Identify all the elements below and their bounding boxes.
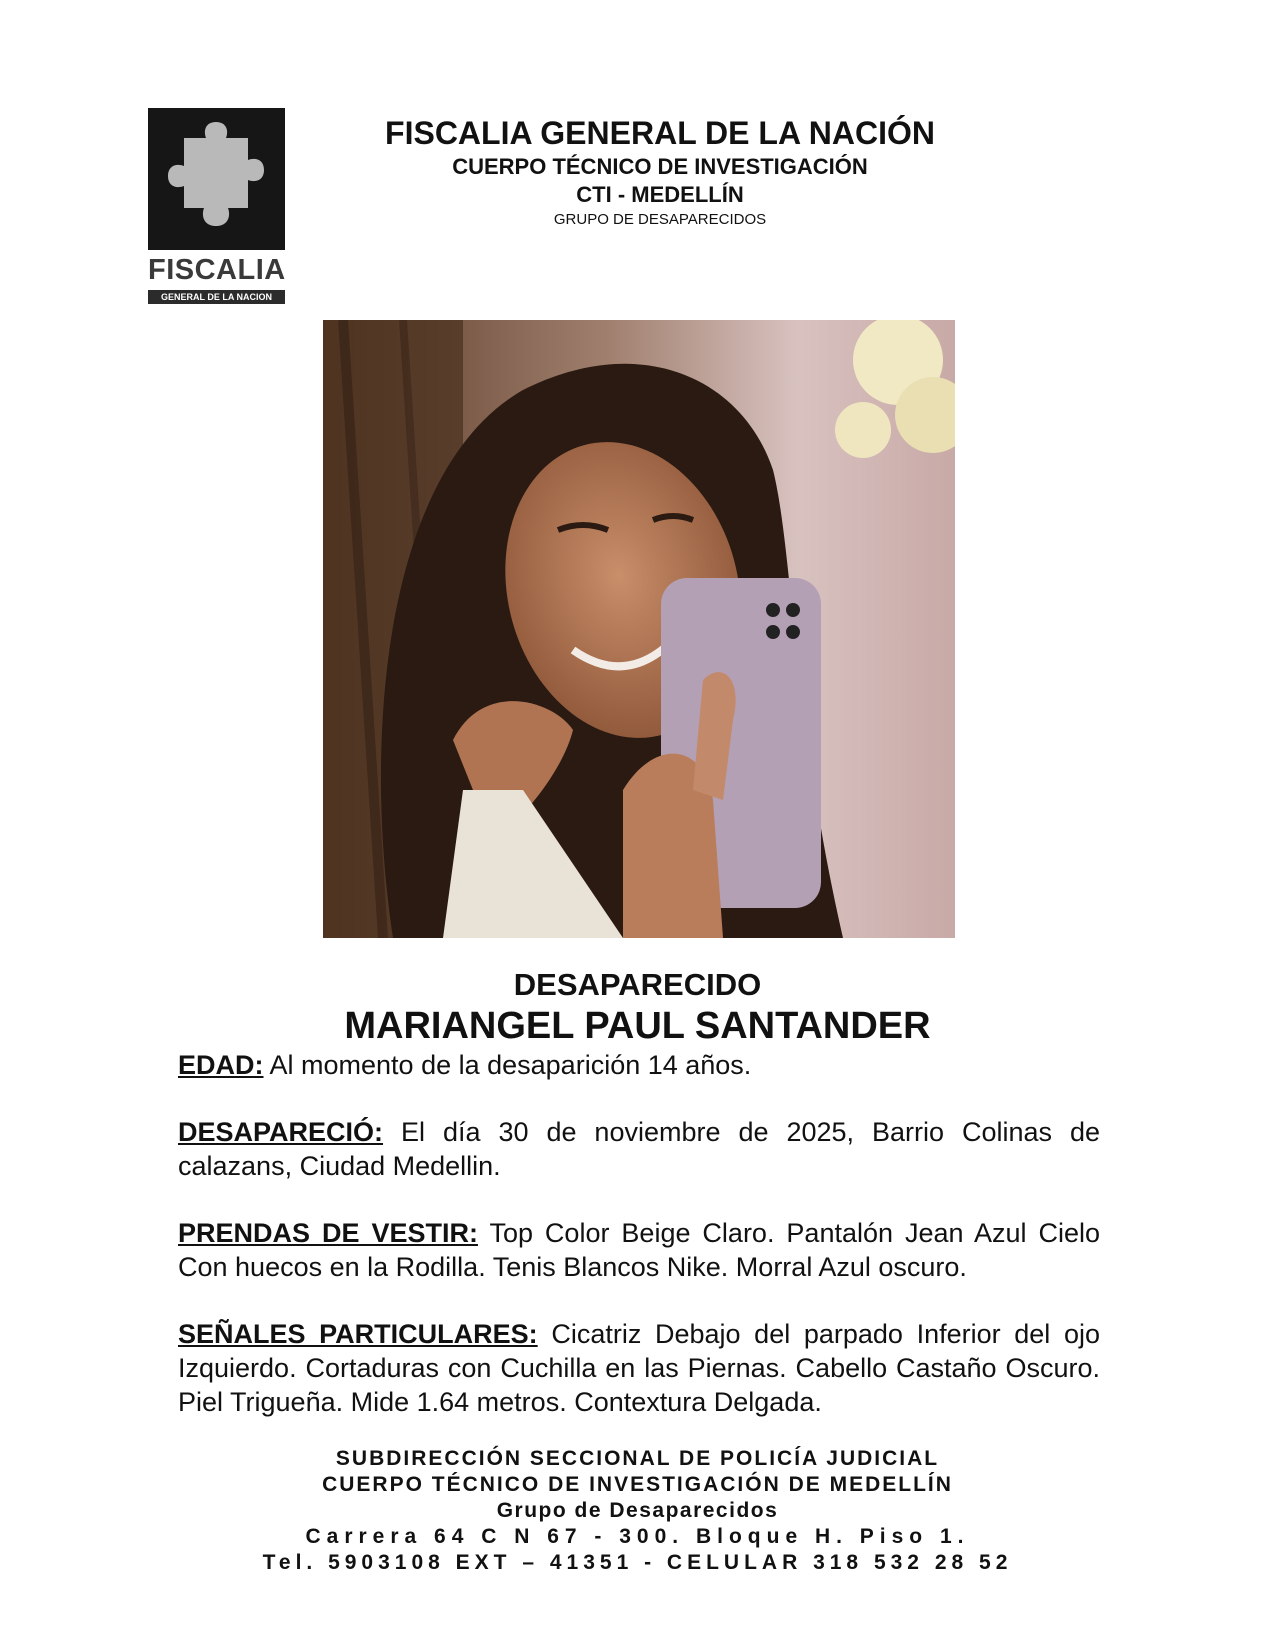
contact-footer bbox=[0, 1446, 1275, 1576]
photo-illustration bbox=[323, 320, 955, 938]
marks-text: Cicatriz Debajo del parpado Inferior del ojo Izquierdo. Cortaduras con Cuchilla en las Piernas. Cabello Castaño Oscuro. Piel Trigueña. Mide 1.64 metros. Contextura Delgada. bbox=[178, 1319, 1100, 1417]
footer-line-1: SUBDIRECCIÓN SECCIONAL DE POLICÍA JUDICIAL bbox=[335, 1447, 940, 1470]
header-subtitle: CUERPO TÉCNICO DE INVESTIGACIÓN bbox=[452, 154, 868, 179]
logo-wordmark: FISCALIA bbox=[148, 254, 286, 286]
details-section bbox=[178, 1048, 1100, 1452]
person-name: MARIANGEL PAUL SANTANDER bbox=[344, 1005, 931, 1047]
clothing-paragraph bbox=[178, 1216, 1100, 1284]
footer-line-3: Grupo de Desaparecidos bbox=[496, 1499, 779, 1522]
disappeared-paragraph bbox=[178, 1115, 1100, 1183]
clothing-label: PRENDAS DE VESTIR: bbox=[178, 1218, 478, 1248]
fiscalia-logo bbox=[148, 108, 285, 304]
disappeared-label: DESAPARECIÓ: bbox=[178, 1117, 384, 1147]
footer-phone: Tel. 5903108 EXT – 41351 - CELULAR 318 532 28 52 bbox=[262, 1551, 1013, 1574]
document-header bbox=[330, 113, 990, 231]
logo-emblem bbox=[148, 108, 285, 250]
logo-subtitle: GENERAL DE LA NACION bbox=[148, 290, 285, 304]
age-label: EDAD: bbox=[178, 1050, 264, 1080]
marks-label: SEÑALES PARTICULARES: bbox=[178, 1319, 538, 1349]
missing-person-photo bbox=[323, 320, 955, 938]
footer-line-2: CUERPO TÉCNICO DE INVESTIGACIÓN DE MEDELLÍN bbox=[322, 1473, 953, 1496]
header-group: GRUPO DE DESAPARECIDOS bbox=[553, 211, 767, 228]
marks-paragraph bbox=[178, 1317, 1100, 1419]
disappeared-text: El día 30 de noviembre de 2025, Barrio Colinas de calazans, Ciudad Medellin. bbox=[178, 1117, 1100, 1181]
clothing-text: Top Color Beige Claro. Pantalón Jean Azul Cielo Con huecos en la Rodilla. Tenis Blancos Nike. Morral Azul oscuro. bbox=[178, 1218, 1100, 1282]
age-text: Al momento de la desaparición 14 años. bbox=[263, 1050, 752, 1080]
footer-address: Carrera 64 C N 67 - 300. Bloque H. Piso 1. bbox=[305, 1525, 970, 1548]
puzzle-piece-icon bbox=[148, 108, 285, 250]
header-city: CTI - MEDELLÍN bbox=[576, 182, 744, 207]
header-title: FISCALIA GENERAL DE LA NACIÓN bbox=[385, 115, 935, 151]
status-heading: DESAPARECIDO bbox=[513, 967, 762, 1002]
age-paragraph bbox=[178, 1048, 1100, 1082]
